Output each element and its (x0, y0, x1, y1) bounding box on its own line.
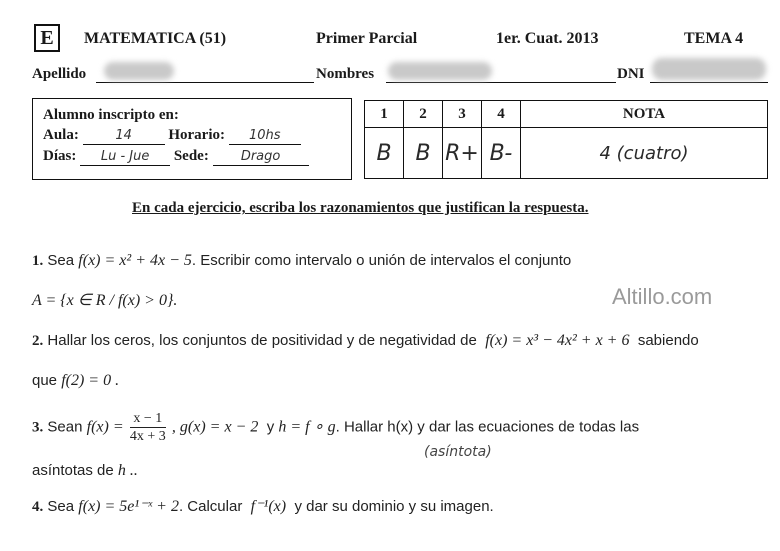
sede-value: Drago (240, 149, 281, 164)
dni-line (650, 82, 768, 83)
grade-header-nota: NOTA (521, 101, 768, 128)
nombres-line (386, 82, 616, 83)
grade-header-3: 3 (443, 101, 482, 128)
grade-value-nota: 4 (cuatro) (521, 128, 768, 179)
exercise-3-numerator: x − 1 (130, 410, 166, 428)
exercise-3-pre: Sean (47, 418, 83, 436)
instruction-text: En cada ejercicio, escriba los razonamientos que justifican la respuesta. (132, 200, 589, 216)
exercise-1-text: . Escribir como intervalo o unión de intervalos el conjunto (191, 252, 572, 269)
exercise-3-f-lhs: f(x) = (86, 418, 124, 436)
exercise-3-number: 3. (32, 419, 44, 436)
enrollment-box (32, 98, 352, 180)
dias-value: Lu - Jue (100, 149, 150, 164)
exercise-4-text: . Calcular (178, 498, 243, 515)
exercise-2-line2 (32, 372, 119, 390)
exercise-4-number: 4. (32, 499, 44, 515)
exam-period: 1er. Cuat. 2013 (496, 30, 599, 47)
exercise-3-text: . Hallar h(x) y dar las ecuaciones de todas las (335, 418, 640, 436)
exercise-2 (32, 332, 699, 350)
grade-value-2: B (404, 128, 443, 179)
dni-redaction (652, 58, 766, 80)
apellido-line (96, 82, 314, 83)
exercise-3-y: y (266, 418, 275, 436)
subject-title: MATEMATICA (51) (84, 30, 227, 47)
sede-label: Sede: (173, 148, 209, 164)
grade-value-4: B- (482, 128, 521, 179)
exercise-2-tail: sabiendo (637, 332, 699, 349)
apellido-label: Apellido (32, 66, 87, 82)
grade-header-4: 4 (482, 101, 521, 128)
handwritten-note: (asíntota) (424, 444, 492, 460)
exercise-3-line2 (32, 462, 138, 480)
exercise-3-g: , g(x) = x − 2 (171, 418, 259, 436)
enrollment-title: Alumno inscripto en: (43, 107, 179, 123)
exercise-3-asintotas: asíntotas de (32, 462, 114, 479)
exercise-4-tail: y dar su dominio y su imagen. (294, 498, 494, 515)
exercise-2-text: Hallar los ceros, los conjuntos de positividad y de negatividad de (47, 332, 477, 349)
exercise-2-que: que (32, 372, 58, 389)
nombres-redaction (388, 62, 492, 80)
grades-table (364, 100, 768, 179)
aula-label: Aula: (43, 127, 79, 143)
exercise-1-set-line (32, 290, 177, 310)
exercise-1-number: 1. (32, 253, 44, 269)
dni-label: DNI (617, 66, 645, 82)
exercise-3 (32, 410, 639, 445)
aula-value: 14 (115, 128, 132, 143)
grade-header-2: 2 (404, 101, 443, 128)
exercise-1 (32, 252, 571, 270)
exercise-3-h: h = f ∘ g (278, 418, 336, 436)
exercise-2-function: f(x) = x³ − 4x² + x + 6 (485, 332, 630, 349)
exercise-4 (32, 496, 494, 516)
exercise-4-function: f(x) = 5e¹⁻ˣ + 2 (78, 498, 179, 515)
horario-label: Horario: (168, 127, 225, 143)
apellido-redaction (104, 62, 174, 80)
exercise-1-set: A = {x ∈ R / f(x) > 0}. (32, 292, 178, 309)
exercise-2-number: 2. (32, 333, 44, 349)
watermark: Altillo.com (612, 284, 713, 309)
grade-value-1: B (365, 128, 404, 179)
exercise-3-fraction (130, 410, 166, 445)
exercise-1-function: f(x) = x² + 4x − 5 (78, 252, 192, 269)
exercise-4-inverse: f⁻¹(x) (250, 498, 287, 515)
nombres-label: Nombres (316, 66, 375, 82)
exercise-2-condition: f(2) = 0 . (61, 372, 120, 389)
exercise-3-h-var: h .. (117, 462, 138, 479)
exercise-3-denominator: 4x + 3 (129, 429, 166, 444)
exercise-4-pre: Sea (47, 498, 75, 515)
grade-header-1: 1 (365, 101, 404, 128)
exam-title: Primer Parcial (316, 30, 418, 47)
horario-value: 10hs (248, 128, 281, 143)
exercise-1-pre: Sea (47, 252, 75, 269)
grade-value-3: R+ (443, 128, 482, 179)
tema-label: TEMA 4 (684, 30, 744, 47)
tema-letter-box: E (34, 24, 60, 52)
dias-label: Días: (43, 148, 77, 164)
